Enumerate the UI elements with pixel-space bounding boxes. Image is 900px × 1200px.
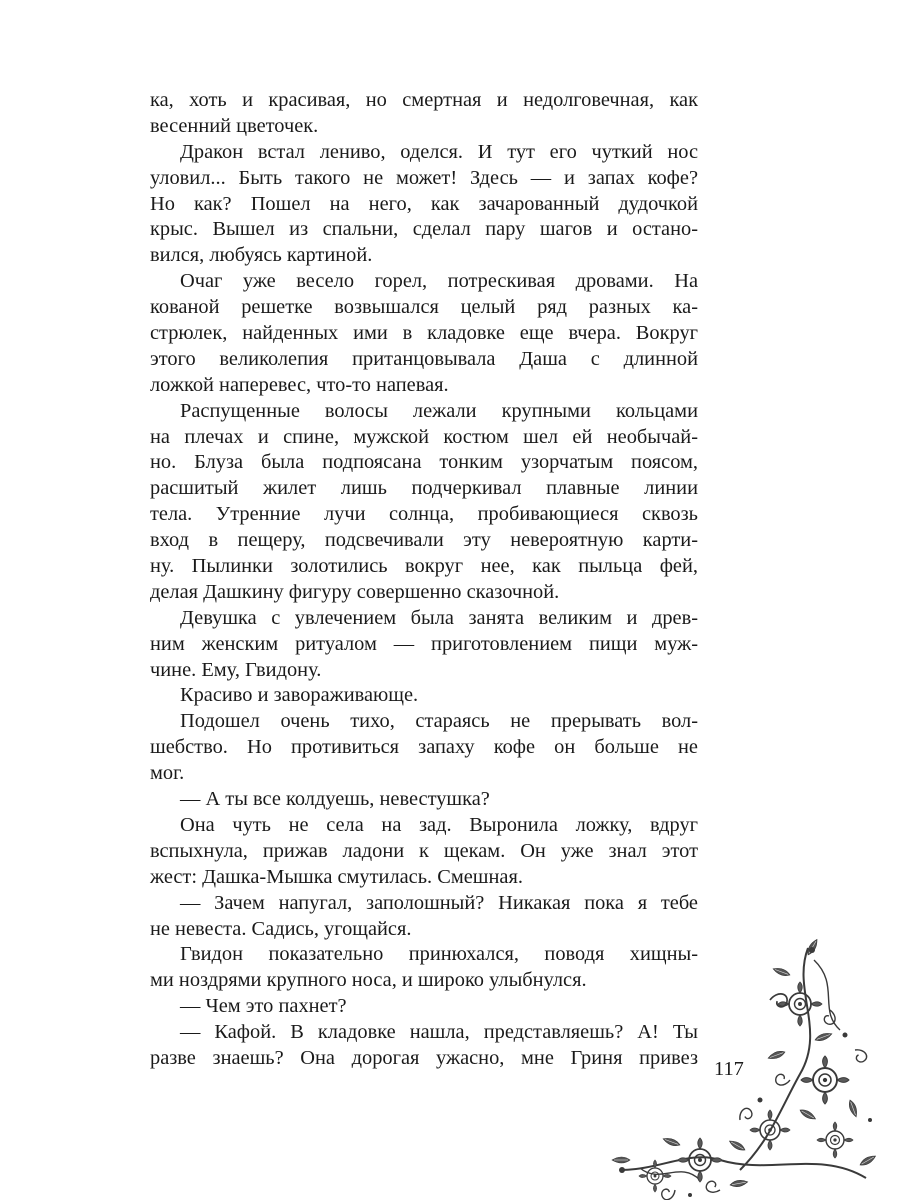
text-line: — Кафой. В кладовке нашла, представляешь? А! Ты — [180, 1021, 698, 1044]
text-line: вход в пещеру, подсвечивали эту невероятную карти- — [150, 529, 698, 552]
text-line: крыс. Вышел из спальни, сделал пару шагов и остано- — [150, 218, 698, 241]
text-line: ну. Пылинки золотились вокруг нее, как пыльца фей, — [150, 555, 698, 578]
text-line: Дракон встал лениво, оделся. И тут его чуткий нос — [180, 140, 698, 163]
page-number: 117 — [714, 1058, 744, 1080]
text-line: Подошел очень тихо, стараясь не прерывать вол- — [180, 710, 698, 733]
text-line: не невеста. Садись, угощайся. — [150, 917, 412, 940]
text-line: Но как? Пошел на него, как зачарованный дудочкой — [150, 192, 698, 215]
text-line: тела. Утренние лучи солнца, пробивающиеся сквозь — [150, 503, 698, 526]
text-line: Очаг уже весело горел, потрескивая дровами. На — [180, 270, 698, 293]
text-line: шебство. Но противиться запаху кофе он больше не — [150, 736, 698, 759]
text-line: весенний цветочек. — [150, 114, 319, 137]
text-line: Гвидон показательно принюхался, поводя хищны- — [180, 943, 698, 966]
text-line: — Зачем напугал, заполошный? Никакая пока я тебе — [180, 891, 698, 914]
text-line: на плечах и спине, мужской костюм шел ей необычай- — [150, 425, 698, 448]
text-line: ка, хоть и красивая, но смертная и недолговечная, как — [150, 89, 698, 111]
text-line: Распущенные волосы лежали крупными кольцами — [180, 399, 698, 422]
text-line: кованой решетке возвышался целый ряд разных ка- — [150, 296, 698, 319]
text-line: ложкой наперевес, что-то напевая. — [150, 373, 449, 396]
text-line: уловил... Быть такого не может! Здесь — и запах кофе? — [150, 166, 698, 189]
text-line: этого великолепия пританцовывала Даша с длинной — [150, 347, 698, 370]
text-line: стрюлек, найденных ими в кладовке еще вчера. Вокруг — [150, 322, 698, 345]
text-line: жест: Дашка-Мышка смутилась. Смешная. — [150, 865, 523, 888]
text-line: делая Дашкину фигуру совершенно сказочной. — [150, 580, 560, 603]
text-line: Девушка с увлечением была занята великим и древ- — [180, 606, 698, 629]
text-line: — А ты все колдуешь, невестушка? — [180, 788, 490, 811]
text-line: вился, любуясь картиной. — [150, 244, 373, 267]
text-line: ми ноздрями крупного носа, и широко улыбнулся. — [150, 969, 587, 992]
text-line: разве знаешь? Она дорогая ужасно, мне Гриня привез — [150, 1046, 698, 1069]
text-line: но. Блуза была подпоясана тонким узорчатым поясом, — [150, 451, 698, 474]
text-line: — Чем это пахнет? — [180, 995, 347, 1018]
text-line: расшитый жилет лишь подчеркивал плавные линии — [150, 477, 698, 500]
text-line: мог. — [150, 762, 185, 785]
text-line: Она чуть не села на зад. Выронила ложку, вдруг — [180, 813, 698, 836]
text-line: чине. Ему, Гвидону. — [150, 658, 322, 681]
text-line: ним женским ритуалом — приготовлением пищи муж- — [150, 632, 698, 655]
text-line: вспыхнула, прижав ладони к щекам. Он уже знал этот — [150, 839, 698, 862]
text-line: Красиво и завораживающе. — [180, 684, 419, 707]
